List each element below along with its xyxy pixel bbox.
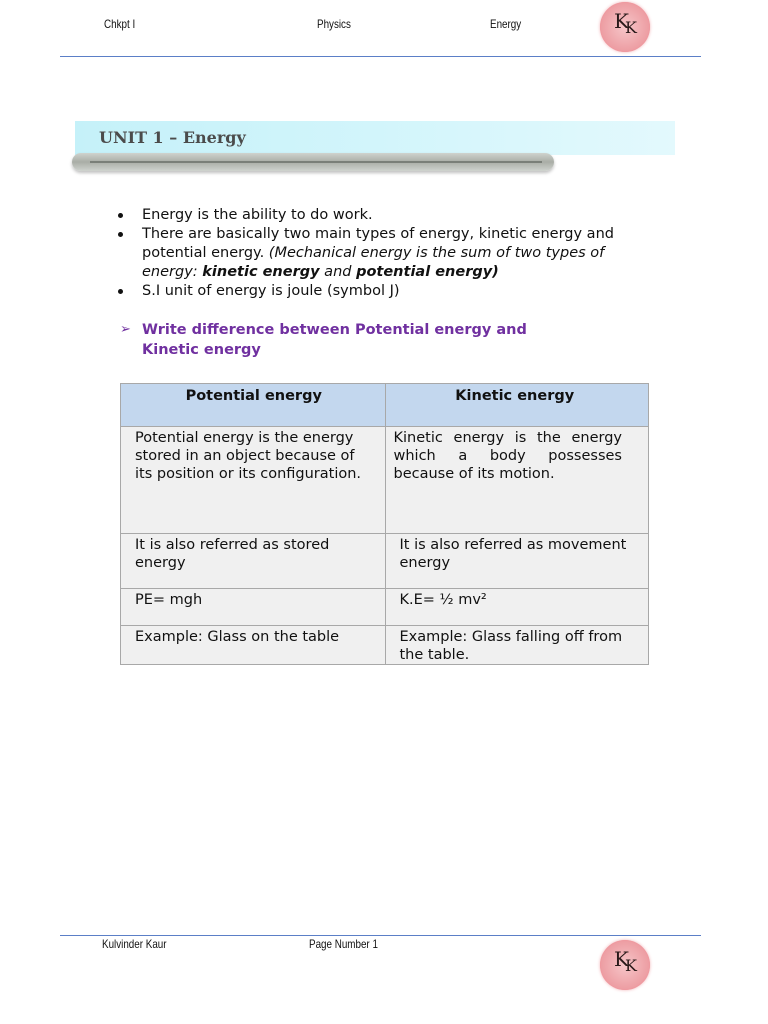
- bullet-text: Energy is the ability to do work.: [142, 207, 373, 223]
- bullet-dot-icon: [118, 213, 123, 218]
- table-cell: K.E= ½ mv²: [385, 589, 649, 625]
- table-header-row: [121, 384, 648, 426]
- bullet-text: S.I unit of energy is joule (symbol J): [142, 283, 400, 299]
- logo-letter-1: K: [614, 947, 629, 971]
- footer-logo: [600, 940, 650, 990]
- decorative-bar-line: [90, 161, 542, 163]
- table-cell: Kinetic energy is the energy which a body possesses because of its motion.: [385, 427, 649, 533]
- table-row: [121, 625, 648, 664]
- bullet-italic-text: and: [319, 264, 357, 280]
- unit-title: UNIT 1 – Energy: [99, 128, 246, 147]
- bullet-bold-text: kinetic energy: [202, 264, 320, 280]
- logo-letter-2: K: [625, 18, 637, 37]
- header-rule: [60, 56, 701, 57]
- question-text: Write difference between Potential energy and Kinetic energy: [142, 322, 527, 358]
- logo-letter-2: K: [625, 956, 637, 975]
- bullet-dot-icon: [118, 232, 123, 237]
- table-cell: Example: Glass falling off from the table.: [385, 626, 649, 664]
- table-cell: Potential energy is the energy stored in an object because of its position or its configuration.: [121, 427, 385, 533]
- bullet-bold-text: potential energy): [356, 264, 499, 280]
- comparison-table: [120, 383, 649, 665]
- footer-page-number: Page Number 1: [309, 937, 378, 951]
- bullet-item: [118, 206, 638, 225]
- table-cell: Example: Glass on the table: [121, 626, 385, 664]
- footer-author: Kulvinder Kaur: [102, 937, 167, 951]
- question-heading: [120, 320, 580, 360]
- footer-rule: [60, 935, 701, 936]
- unit-banner: [75, 121, 675, 155]
- header-chapter: Chkpt I: [104, 17, 136, 31]
- table-cell: It is also referred as movement energy: [385, 534, 649, 588]
- bullet-item: [118, 282, 638, 301]
- table-row: [121, 533, 648, 588]
- bullet-list: [118, 206, 638, 301]
- bullet-italic-text: (Mechanical energy is the sum of two types of energy:: [142, 245, 605, 280]
- bullet-item: [118, 225, 638, 282]
- table-row: [121, 588, 648, 625]
- table-cell: It is also referred as stored energy: [121, 534, 385, 588]
- table-row: [121, 426, 648, 533]
- header-subject: Physics: [317, 17, 351, 31]
- header-logo: [600, 2, 650, 52]
- bullet-text: There are basically two main types of energy, kinetic energy and potential energy.: [142, 226, 614, 261]
- header-topic: Energy: [490, 17, 522, 31]
- bullet-dot-icon: [118, 289, 123, 294]
- table-header-cell: Potential energy: [121, 384, 385, 426]
- arrow-bullet-icon: ➢: [120, 322, 131, 337]
- table-cell: PE= mgh: [121, 589, 385, 625]
- logo-letter-1: K: [614, 9, 629, 33]
- table-header-cell: Kinetic energy: [385, 384, 649, 426]
